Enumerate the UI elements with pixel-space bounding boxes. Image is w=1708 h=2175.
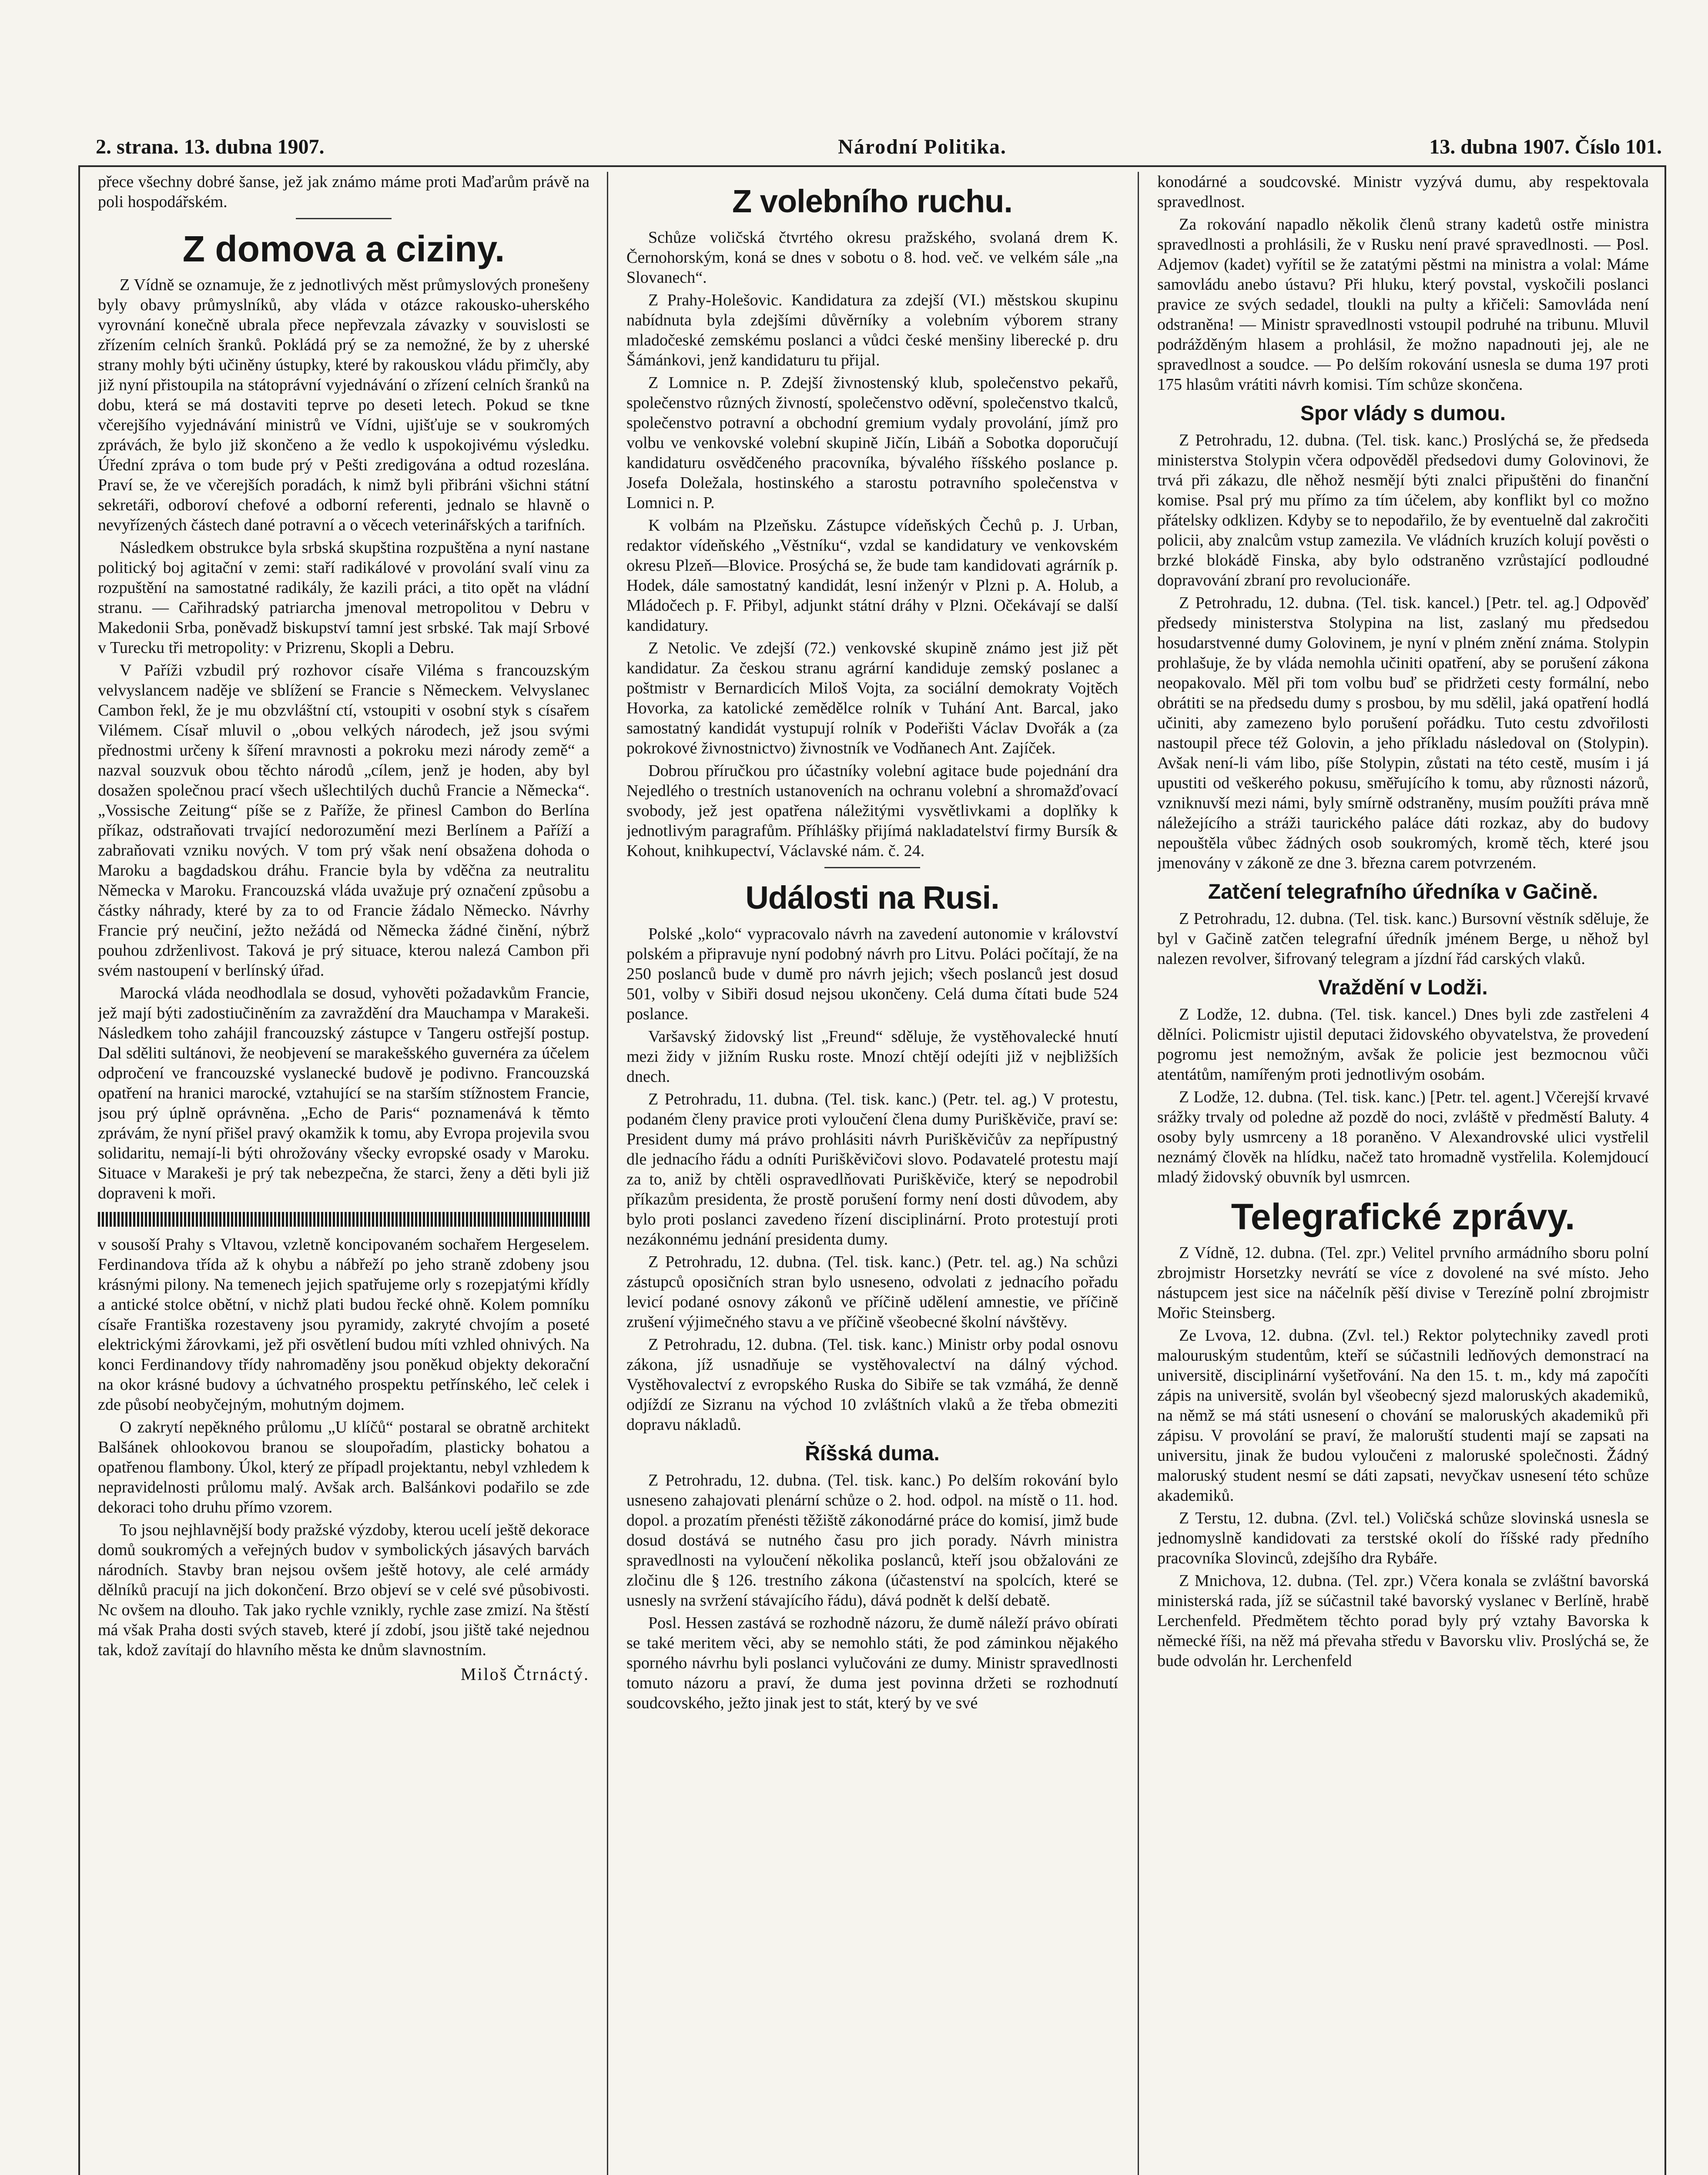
section-heading-domestic-foreign: Z domova a ciziny. (182, 228, 505, 269)
section-heading-russia: Události na Rusi. (745, 880, 999, 916)
column-1 (98, 172, 589, 2175)
article-paragraph: Dobrou příručkou pro účastníky volební agitace bude pojednání dra Nejedlého o trestních ustanoveních na ochranu volební a shromažďovací svobody, jež jest opatřena náležitými vysvětlivkami a doplňky k jednotlivým paragrafům. Příhlášky přijímá nakladatelství firmy Bursík & Kohout, knihkupectví, Václavské nám. č. 24. (626, 762, 1118, 860)
feuilleton-paragraph: To jsou nejhlavnější body pražské výzdoby, kterou ucelí ještě dekorace domů soukromých a veřejných budov v symbolických jásavých barvách národních. Stavby bran nejsou ovšem ještě hotovy, ale celé armády dělníků pracují na jich dokončení. Brzo objeví se v celé své působivosti. Nc ovšem na dlouho. Tak jako rychle vznikly, rychle zase zmizí. Na štěstí má však Praha dosti svých staveb, které jí zdobí, jsou jiště také nejednou tak, kdož zavítají do hlavního města ke dnům slavnostním. (98, 1521, 589, 1659)
section-heading-telegraphs: Telegrafické zprávy. (1231, 1196, 1575, 1237)
column-rule-1 (607, 172, 608, 2175)
divider (296, 218, 392, 219)
author-signature: Miloš Čtrnáctý. (460, 1664, 589, 1684)
article-paragraph: Marocká vláda neodhodlala se dosud, vyhověti požadavkům Francie, jež mají býti zadostiučiněním za zavraždění dra Mauchampa v Marakeši. Následkem toho zahájil francouzský zástupce v Tangeru ostřejší postup. Dal sděliti sultánovi, že neobjevení se marakešského guvernéra za účelem odpročení ve francouzské vyslanecké budově je podivno. Francouzská opatření na hranici marocké, vztahující se na starším stížnostem Francie, jsou prý úplně oprávněna. „Echo de Paris“ poznamenává k těmto zprávám, že nyní přišel pravý okamžik k tomu, aby Evropa projevila svou solidaritu, nemají-li býti ohrožovány všecky evropské osady v Maroku. Situace v Marakeši je prý tak nebezpečna, že starci, ženy a děti byli již dopraveni k moři. (98, 984, 589, 1202)
page-header (96, 130, 1662, 165)
article-paragraph: Polské „kolo“ vypracovalo návrh na zavedení autonomie v království polském a připravuje nyní podobný návrh pro Litvu. Poláci počítají, že na 250 poslanců bude v dumě pro návrh jejich; všech poslanců jest dosud 501, volby v Sibiři dosud nejsou ukončeny. Celá duma čítati bude 524 poslance. (626, 925, 1118, 1023)
article-paragraph: V Paříži vzbudil prý rozhovor císaře Viléma s francouzským velvyslancem naděje ve sblížení se Francie s Německem. Velvyslanec Cambon řekl, že je mu obzvláštní ctí, vstoupiti v osobní styk s císařem Vilémem. Císař mluvil o „obou velkých národech, jež jsou svými přednostmi určeny k šíření mravnosti a pokroku mezi národy země“ a nazval souzvuk obou těchto národů „cílem, jenž je hoden, aby byl dosažen společnou prací všech ušlechtilých duchů Francie a Německa“. „Vossische Zeitung“ píše se z Paříže, že přinesl Cambon do Berlína příkaz, odstraňovati trvající nedorozumění mezi Berlínem a Paříží a zabraňovati vzniku nových. V tom prý však není obsažena dohoda o Maroku a bagdadskou dráhu. Francie byla by vděčna za neutralitu Německa v Maroku. Francouzská vláda uvažuje prý označení způsobu a částky náhrady, které by za to od Francie žádalo Německo. Návrhy Francie prý neučiní, ježto nežádá od Německa žádné činění, nýbrž pouhou zdrženlivost. Taková je prý situace, kterou nalezá Cambon při svém nastoupení v berlínský úřad. (98, 661, 589, 980)
feuilleton-paragraph: v sousoší Prahy s Vltavou, vzletně koncipovaném sochařem Hergeselem. Ferdinandova třída až k ohybu a nábřeží po jeho straně zdobeny jsou krásnými pilony. Na temenech jejich spatřujeme orly s rozepjatými křídly a antické stolce obětní, v nichž plati budou řecké ohně. Kolem pomníku císaře Františka rozestaveny jsou pyramidy, zakryté chvojím a poseté elektrickými žárovkami, jež při osvětlení budou míti vzhled ohnivých. Na konci Ferdinandovy třídy nahromaděny jsou poněkud objekty dekorační na okor krásné budovy a úchvatného prospektu petřínského, leč celek i zde působí neobyčejným, mohutným dojmem. (98, 1235, 589, 1414)
article-paragraph: Z Prahy-Holešovic. Kandidatura za zdejší (VI.) městskou skupinu nabídnuta byla zdejšími důvěrníky a volebním výborem strany mladočeské zemskému poslanci a vůdci české menšiny liberecké p. dru Šámánkovi, jenž kandidaturu tu přijal. (626, 291, 1118, 369)
article-paragraph: Schůze voličská čtvrtého okresu pražského, svolaná drem K. Černohorským, koná se dnes v sobotu o 8. hod. več. ve velkém sále „na Slovanech“. (626, 228, 1118, 287)
article-paragraph: Z Vídně, 12. dubna. (Tel. zpr.) Velitel prvního armádního sboru polní zbrojmistr Horsetzky nevrátí se více z dovolené na své místo. Jeho nástupcem jest sice na náčelník pěší divise v Terezíně polní zbrojmistr Mořic Steinsberg. (1157, 1244, 1649, 1322)
subheading-duma: Říšská duma. (805, 1442, 940, 1465)
section-heading-election: Z volebního ruchu. (732, 183, 1012, 219)
header-date-right: 13. dubna 1907. Číslo 101. (1429, 135, 1662, 158)
header-date-left: 2. strana. 13. dubna 1907. (96, 135, 325, 158)
article-paragraph: konodárné a soudcovské. Ministr vyzývá dumu, aby respektovala spravedlnost. (1157, 173, 1649, 211)
article-paragraph: Varšavský židovský list „Freund“ sděluje, že vystěhovalecké hnutí mezi židy v jižním Rusku roste. Mnozí chtějí odejíti již v nejbližších dnech. (626, 1027, 1118, 1086)
article-paragraph: Z Petrohradu, 12. dubna. (Tel. tisk. kanc.) Bursovní věstník sděluje, že byl v Gačině zatčen telegrafní úředník jménem Berge, u něhož byl nalezen revolver, šifrovaný telegram a jízdní řád carských vlaků. (1157, 910, 1649, 968)
article-paragraph: Z Vídně se oznamuje, že z jednotlivých měst průmyslových pronešeny byly obavy průmyslníků, aby vláda v otázce rakousko-uherského vyrovnání konečně ubrala přece nepřevzala závazky v souvislosti se zřízením celních šranků. Pokládá prý se za nemožné, že by z uherské strany mohly býti učiněny ústupky, které by rakouskou vládu přimčly, aby již nyní přistoupila na státoprávní vyjednávání o zřízení celních šranků na dobu, která se má dostaviti teprve po deseti letech. Pokud se tkne včerejšího vyjednávání ministrů ve Vídni, ujišťuje se v soukromých zprávách, že bylo již skončeno a že vedlo k uspokojivému výsledku. Úřední zpráva o tom bude prý v Pešti zredigována a odtud rozeslána. Praví se, že ve včerejších poradách, k nimž byli přibráni všichni státní sekretáři, odboroví chefové a odborní referenti, jednalo se hlavně o nevyřízených částech dané potravní a o věcech veterinářských a tarifních. (98, 276, 589, 534)
article-paragraph: K volbám na Plzeňsku. Zástupce vídeňských Čechů p. J. Urban, redaktor vídeňského „Věstníku“, vzdal se kandidatury ve venkovském okresu Plzeň—Blovice. Prosýchá se, že bude tam kandidovati agrárník p. Hodek, dále samostatný kandidát, lesní inženýr v Plzni p. A. Holub, a Mládočech p. F. Přibyl, adjunkt státní dráhy v Plzni. Očekávají se další kandidatury. (626, 516, 1118, 635)
article-paragraph: Z Lodže, 12. dubna. (Tel. tisk. kancel.) Dnes byli zde zastřeleni 4 dělníci. Policmistr ujistil deputaci židovského obyvatelstva, že provedení pogromu jest nemožným, avšak že policie jest bezmocnou vůči atentátům, namířeným proti jednotlivým osobám. (1157, 1005, 1649, 1084)
subheading-government-duma: Spor vlády s dumou. (1300, 402, 1506, 425)
article-paragraph: Z Lodže, 12. dubna. (Tel. tisk. kanc.) [Petr. tel. agent.] Včerejší krvavé srážky trvaly od poledne až pozdě do noci, zvláště v předměstí Baluty. 4 osoby byly usmrceny a 18 poraněno. V Alexandrovské ulici vystřelil neznámý člověk na hlídku, načež tato hromadně vystřelila. Kolemjdoucí mladý židovský obuvník byl usmrcen. (1157, 1088, 1649, 1186)
column-3 (1157, 172, 1649, 2175)
column-2 (626, 172, 1118, 2175)
article-paragraph: Z Terstu, 12. dubna. (Zvl. tel.) Voličská schůze slovinská usnesla se jednomyslně kandidovati za terstské okolí do říšské rady předního pracovníka Slovinců, zdejšího dra Rybáře. (1157, 1509, 1649, 1567)
article-paragraph: Za rokování napadlo několik členů strany kadetů ostře ministra spravedlnosti a prohlásili, že v Rusku není pravé spravedlnosti. — Posl. Adjemov (kadet) vyřítil se že zatatými pěstmi na ministra a volal: Máme samovládu anebo ústavu? Při hluku, který povstal, vyskočili poslanci pravice ze svých sedadel, tloukli na pulty a křičeli: Samovláda není odstraněna! — Ministr spravedlnosti vstoupil podruhé na tribunu. Mluvil podrážděným hlasem a prohlásil, že možno napadnouti jej, ale ne spravedlnost a soudce. — Po delším rokování usnesla se duma 197 proti 175 hlasům vrátiti návrh komisi. Tím schůze skončena. (1157, 215, 1649, 394)
article-paragraph: Z Petrohradu, 12. dubna. (Tel. tisk. kanc.) Po delším rokování bylo usneseno zahajovati plenární schůze o 2. hod. odpol. na místě o 11. hod. dopol. a prozatím přenésti těžiště zákonodárné práce do komisí, jimž bude dosud dostává se nutného času pro jich porady. Návrh ministra spravedlnosti na vyloučení několika poslanců, kteří jsou obžalováni ze zločinu dle § 126. trestního zákona (účastenství na spolcích, které se usnesly na svržení stávajícího řádu), dává podnět k delší debatě. (626, 1471, 1118, 1610)
article-paragraph: Posl. Hessen zastává se rozhodně názoru, že dumě náleží právo obírati se také meritem věci, aby se nemohlo státi, že pod záminkou nějakého sporného návrhu byli poslanci vylučováni ze dumy. Ministr spravedlnosti tomuto názoru a praví, že duma jest povinna držeti se rozhodnutí soudcovského, ježto jinak jest to stát, který by ve své (626, 1614, 1118, 1712)
subheading-telegraph-arrest: Zatčení telegrafního úředníka v Gačině. (1208, 880, 1598, 903)
article-paragraph: Z Petrohradu, 12. dubna. (Tel. tisk. kanc.) Ministr orby podal osnovu zákona, jíž usnadňuje se vystěhovalectví na dálný východ. Vystěhovalectví z evropského Ruska do Sibiře se tak vzmáhá, že denně odjíždí ze Sizranu na východ 10 zvláštních vlaků a že třeba obmeziti dopravu nákladů. (626, 1335, 1118, 1434)
article-paragraph: Z Lomnice n. P. Zdejší živnostenský klub, společenstvo pekařů, společenstvo různých živností, společenstvo oděvní, společenstvo tkalců, společenstvo potravní a obchodní gremium vydaly provolání, jímž pro volbu ve venkovské volební skupině Jičín, Libáň a Sobotka doporučují kandidaturu osvědčeného pracovníka, bývalého říšského poslance p. Josefa Doležala, hostinského a starostu potravního společenstva v Lomnici n. P. (626, 374, 1118, 512)
subheading-lodz: Vraždění v Lodži. (1318, 976, 1488, 999)
article-paragraph: Ze Lvova, 12. dubna. (Zvl. tel.) Rektor polytechniky zavedl proti malouruským studentům, kteří se súčastnili ledňových demonstrací na universitě, disciplinární vyšetřování. Na den 15. t. m., kdy má započíti zápis na universitě, svolán byl všeobecný sjezd maloruských akademiků, na němž se má státi usnesení o chování se maloruských akademiků při zápisu. V provolání se praví, že maloruští studenti mají se zapsati na universitu, jinak že budou vyloučeni z maloruské společnosti. Žádný maloruský student nesmí se dáti zapsati, nevyčkav usnesení této schůze akademiků. (1157, 1326, 1649, 1505)
feuilleton-paragraph: O zakrytí nepěkného průlomu „U klíčů“ postaral se obratně architekt Balšánek ohlookovou branou se sloupořadím, plasticky bohatou a opatřenou flambony. Úkol, který ze případl projektantu, nebyl vzhledem k nepravidelnosti průlomu malý. Avšak arch. Balšánkovi podařilo se zde dekoraci toho druhu přímo vzorem. (98, 1418, 589, 1516)
newspaper-title: Národní Politika. (838, 135, 1007, 158)
article-paragraph: Z Petrohradu, 12. dubna. (Tel. tisk. kanc.) Proslýchá se, že předseda ministerstva Stolypin včera odpověděl předsedovi dumy Golovinovi, že trvá při zákazu, dle něhož nesmějí býti znalci připuštěni do finanční komise. Psal prý mu přímo za tím účelem, aby konflikt byl co možno přátelsky odklizen. Kdyby se to nepodařilo, že by eventuelně dal zakročiti policii, aby znalcům vstup zamezila. Ve vládních kruzích kolují pověsti o brzké blokádě Finska, aby bylo odstraněno vzrůstající podloudné dopravování zbraní pro revolucionáře. (1157, 431, 1649, 589)
divider (824, 867, 920, 868)
article-paragraph: Následkem obstrukce byla srbská skupština rozpuštěna a nyní nastane politický boj agitační v zemi: staří radikálové v provolání svalí vinu za rozpuštění na samostatné radikály, že kazili práci, a tito opět na vládní stranu. — Cařihradský patriarcha jmenoval metropolitou v Debru v Makedonii Srba, poněvadž biskupství tamní jest srbské. Tak mají Srbové v Turecku tři metropolity: v Prizrenu, Skopli a Debru. (98, 539, 589, 657)
feuilleton-divider (98, 1212, 589, 1227)
article-paragraph: Z Petrohradu, 12. dubna. (Tel. tisk. kanc.) (Petr. tel. ag.) Na schůzi zástupců oposičních stran bylo usneseno, odvolati z jednacího pořadu levicí podané osnovy zákonů ve příčině udělení amnestie, ve příčině zrušení výjimečného stavu a ve příčině všeobecné školní návštěvy. (626, 1253, 1118, 1331)
article-paragraph: Z Petrohradu, 11. dubna. (Tel. tisk. kanc.) (Petr. tel. ag.) V protestu, podaném členy pravice proti vyloučení člena dumy Puriškěviče, praví se: President dumy má právo prohlásiti návrh Puriškěvičův za nepřípustný dle jednacího řádu a odníti Puriškěvičovi slovo. Podavatelé protestu mají za to, aniž by chtěli ospravedlňovati Puriškěviče, který se nepodrobil příkazům presidenta, že prostě porušení formy není dosti důvodem, aby bylo proti poslanci zavedeno řízení disciplinární. Proto protestují proti nezákonnému jednání presidenta dumy. (626, 1090, 1118, 1248)
article-paragraph: Z Netolic. Ve zdejší (72.) venkovské skupině známo jest již pět kandidatur. Za českou stranu agrární kandiduje zemský poslanec a poštmistr v Bernardicích Miloš Vojta, za sociální demokraty Vojtěch Hovorka, za katolické zemědělce rolník v Tuhání Ant. Barcal, jako samostatný kandidát vystupují rolník v Podeřišti Václav Dvořák a (za pokrokové živnostnictvo) živnostník ve Vodňanech Ant. Zajíček. (626, 639, 1118, 757)
intro-paragraph: přece všechny dobré šanse, jež jak známo máme proti Maďarům právě na poli hospodářském. (98, 173, 589, 211)
article-paragraph: Z Petrohradu, 12. dubna. (Tel. tisk. kancel.) [Petr. tel. ag.] Odpověď předsedy ministerstva Stolypina na list, zaslaný mu předsedou hosudarstvenné dumy Golovinem, je nyní v plném znění známa. Stolypin prohlašuje, že by vláda nemohla učiniti opatření, aby se porušení zákona neopakovalo. Měl při tom volbu buď se přidržeti cesty formální, nebo obrátiti se na předsedu dumy s prosbou, by mu sdělil, jaká opatření hodlá učiniti, aby zamezeno bylo porušení pořádku. Tuto cestu zdvořilosti nastoupil přece též Golovin, a jeho příkladu následoval on (Stolypin). Avšak není-li vám libo, píše Stolypin, zůstati na této cestě, musím i já upustiti od veškerého pokusu, směřujícího k tomu, aby různosti názorů, vzniknuvší mezi námi, byly smírně odstraněny, musím použíti práva mně náležejícího a stráži taurického paláce dáti rozkaz, aby do budovy nepouštěla vůbec žádných osob soukromých, kromě těch, které jsou jmenovány v zákoně ze dne 3. března carem potvrzeném. (1157, 594, 1649, 872)
column-rule-2 (1138, 172, 1139, 2175)
article-paragraph: Z Mnichova, 12. dubna. (Tel. zpr.) Včera konala se zvláštní bavorská ministerská rada, jíž se súčastnil také bavorský vyslanec v Berlíně, hrabě Lerchenfeld. Předmětem těchto porad byly prý vztahy Bavorska k německé říši, na něž má převaha středu v Bavorsku vliv. Proslýchá se, že bude odvolán hr. Lerchenfeld (1157, 1572, 1649, 1670)
